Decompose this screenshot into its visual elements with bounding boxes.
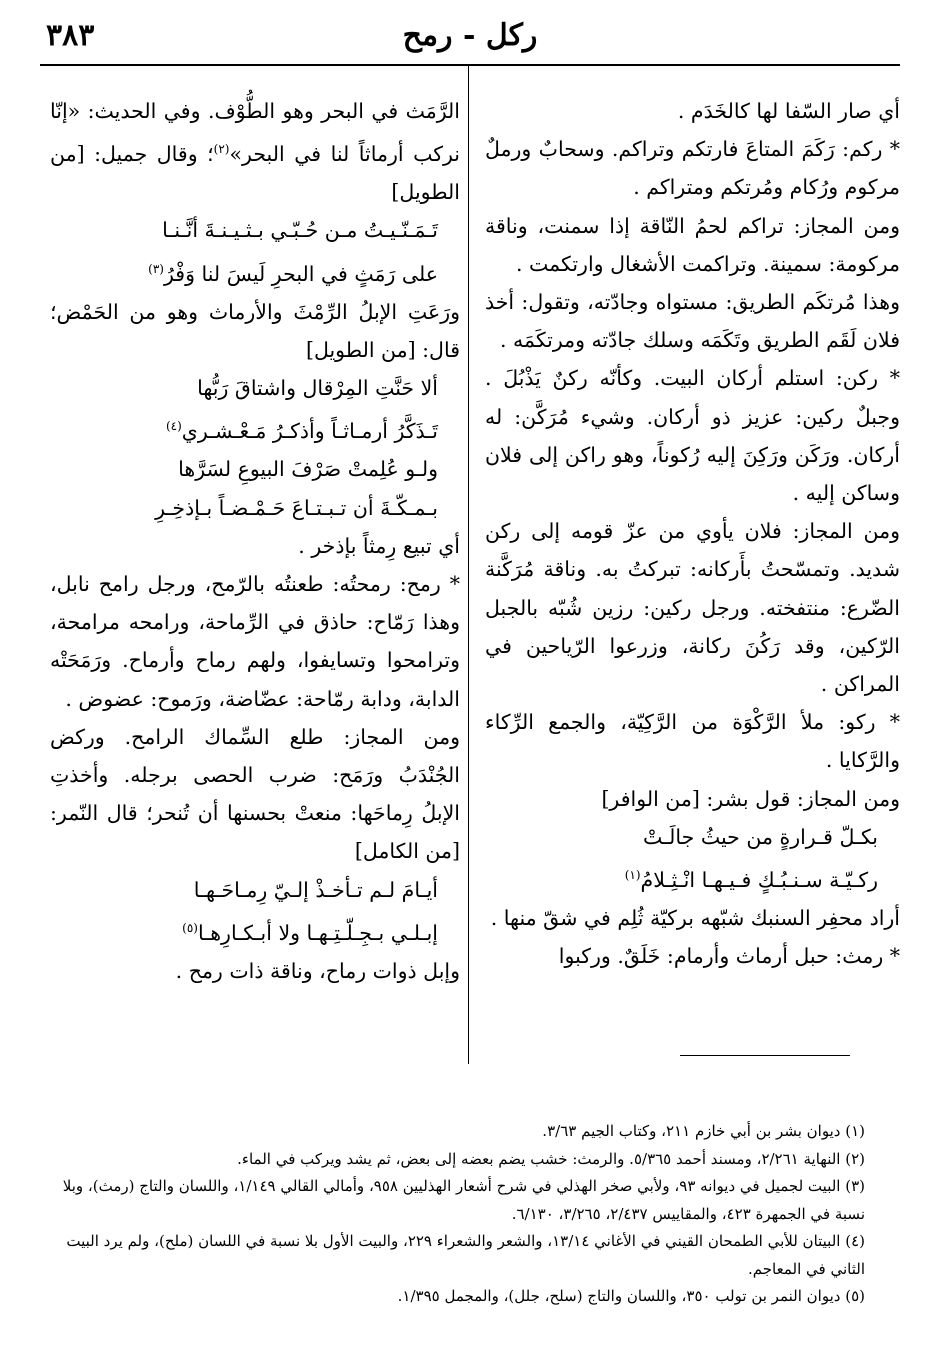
running-title: ركل - رمح (402, 18, 538, 53)
verse-line: ركـيّـة سـنـبُـكٍ فـيـهـا انْـثِـلامُ$^{(١)}$ (624, 867, 878, 892)
footnote-ref: (٤) (165, 419, 182, 434)
verse-line: إبـلـي بـجِـلّـتِـهـا ولا أبـكـارِهـا$^{(٥)}$ (182, 920, 438, 945)
paragraph: ومن المجاز: تراكم لحمُ النّاقة إذا سمنت، وناقة مركومة: سمينة. وتراكمت الأشغال وارتكمت . (485, 213, 900, 276)
page-header (40, 14, 900, 74)
column-divider (468, 64, 469, 1064)
footnote-separator (680, 1055, 850, 1056)
verse-line: أيـامَ لـم تـأخـذْ إلـيّ رِمـاحَـهـا (193, 877, 438, 902)
verse-line: بكـلّ قـرارةٍ من حيثُ جالَـتْ (643, 824, 878, 849)
paragraph: ورَعَتِ الإبلُ الرِّمْثَ والأرماث وهو من الحَمْض؛ قال: [من الطويل] (50, 299, 460, 362)
verse-line: بـمـكّـةَ أن تـبـتـاعَ حَـمْـضـاً بـإذخِـرِ (155, 495, 438, 520)
paragraph: أي تبيع رِمثاً بإذخر . (298, 533, 460, 558)
footnote: (٢) النهاية ٢/٢٦١، ومسند أحمد ٥/٣٦٥. والرمث: خشب يضم بعضه إلى بعض، ثم يشد ويركب في الماء. (237, 1149, 865, 1168)
paragraph: ومن المجاز: قول بشر: [من الوافر] (601, 786, 900, 811)
entry-rakw: * ركو: ملأ الرَّكْوَة من الرَّكِيّة، والجمع الرِّكاء والرَّكايا . (485, 710, 900, 773)
footnotes (45, 1118, 865, 1311)
verse-line: ألا حَنَّتِ المِرْقال واشتاقَ رَبُّها (197, 376, 438, 401)
paragraph: ومن المجاز: طلع السِّماك الرامح. وركض الجُنْدَبُ ورَمَح: ضرب الحصى برجله. وأخذتِ الإبلُ رِماحَها: منعتْ بحسنها أن تُنحر؛ قال النّمر: [من الكامل] (50, 724, 460, 864)
entry-ramah: * رمح: رمحتُه: طعنتُه بالرّمح، ورجل رامح نابل، وهذا رَمّاح: حاذق في الرِّماحة، ورامحه مرامحة، وترامحوا وتسايفوا، ولهم رماح وأرماح. ورَمَحَتْه الدابة، ودابة رمّاحة: عضّاضة، ورَموح: عضوض . (50, 571, 460, 711)
verse-line: ولـو عُلِمتْ صَرْفَ البيوعِ لسَرَّها (178, 457, 438, 482)
verse-line: على رَمَثٍ في البحرِ لَيسَ لنا وَفْرُ$^{(٣)}$ (148, 261, 438, 286)
paragraph: وإبل ذوات رماح، وناقة ذات رمح . (175, 958, 460, 983)
footnote-ref: (٣) (148, 261, 164, 276)
entry-rakam: * ركم: رَكَمَ المتاعَ فارتكم وتراكم. وسحابٌ ورملٌ مركوم ورُكام ومُرتكم ومتراكم . (485, 137, 900, 200)
header-rule (40, 64, 900, 66)
footnote-ref: (١) (624, 868, 641, 883)
footnote: (٣) البيت لجميل في ديوانه ٩٣، ولأبي صخر الهذلي في شرح أشعار الهذليين ٩٥٨، وأمالي القالي ١/١٤٩، واللسان والتاج (رمث)، وبلا نسبة في الجمهرة ٤٢٣، والمقاييس ٢/٤٣٧، ٣/٢٦٥، ٦/١٣٠. (62, 1177, 865, 1223)
footnote-ref: (٢) (213, 142, 230, 157)
paragraph: الرَّمَث في البحر وهو الطُّوْف. وفي الحديث: «إنّا نركب أرماثاً لنا في البحر»$^{(٢)}$؛ وقال جميل: [من الطويل] (50, 99, 460, 205)
paragraph: أي صار السّفا لها كالخَدَم . (677, 99, 900, 123)
paragraph: وهذا مُرتكَم الطريق: مستواه وجادّته، وتقول: أخذ فلان لَقَم الطريق وتَكَمَه وسلك جادّته ومرتكَمَه . (485, 290, 900, 353)
page-number: ٣٨٣ (46, 18, 95, 53)
verse-line: تَـمَـنّـيـتُ مـن حُـبّـي بـثـيـنـةَ أنَّـنـا (162, 218, 438, 243)
left-column (50, 92, 460, 990)
footnote: (٥) ديوان النمر بن تولب ٣٥٠، واللسان والتاج (سلح، جلل)، والمجمل ١/٣٩٥. (397, 1287, 865, 1305)
verse-line: تَـذَكَّرُ أرمـاثـاً وأذكـرُ مَـعْـشـري$^{(٤)}$ (165, 419, 438, 444)
paragraph: أراد محفِر السنبك شبّهه بركيّة ثُلِم في شقّ منها . (490, 906, 900, 931)
footnote: (٤) البيتان للأبي الطمحان القيني في الأغاني ١٣/١٤، والشعر والشعراء ٢٢٩، والبيت الأول بلا نسبة في اللسان (ملح)، ولم يرد البيت الثاني في المعاجم. (66, 1232, 865, 1278)
entry-rakan: * ركن: استلم أركان البيت. وكأنّه ركنٌ يَذْبُلَ . وجبلٌ ركين: عزيز ذو أركان. وشيء مُرَكَّن: له أركان. ورَكَن ورَكِنَ إليه رُكوناً، وهو راكن إلى فلان وساكن إليه . (485, 366, 900, 506)
paragraph: ومن المجاز: فلان يأوي من عزّ قومه إلى ركن شديد. وتمسّحتُ بأَركانه: تبركتُ به. وناقة مُرَكَّنة الضّرع: منتفخته. ورجل ركين: رزين شُبّه بالجبل الرّكين، وقد رَكُنَ ركانة، وزرعوا الرّياحين في المراكن . (485, 519, 900, 697)
entry-ramath: * رمث: حبل أرماث وأرمام: خَلَقٌ. وركبوا (558, 944, 900, 969)
right-column (485, 92, 900, 976)
footnote-ref: (٥) (182, 920, 198, 935)
footnote: (١) ديوان بشر بن أبي خازم ٢١١، وكتاب الجيم ٣/٦٣. (542, 1122, 865, 1140)
